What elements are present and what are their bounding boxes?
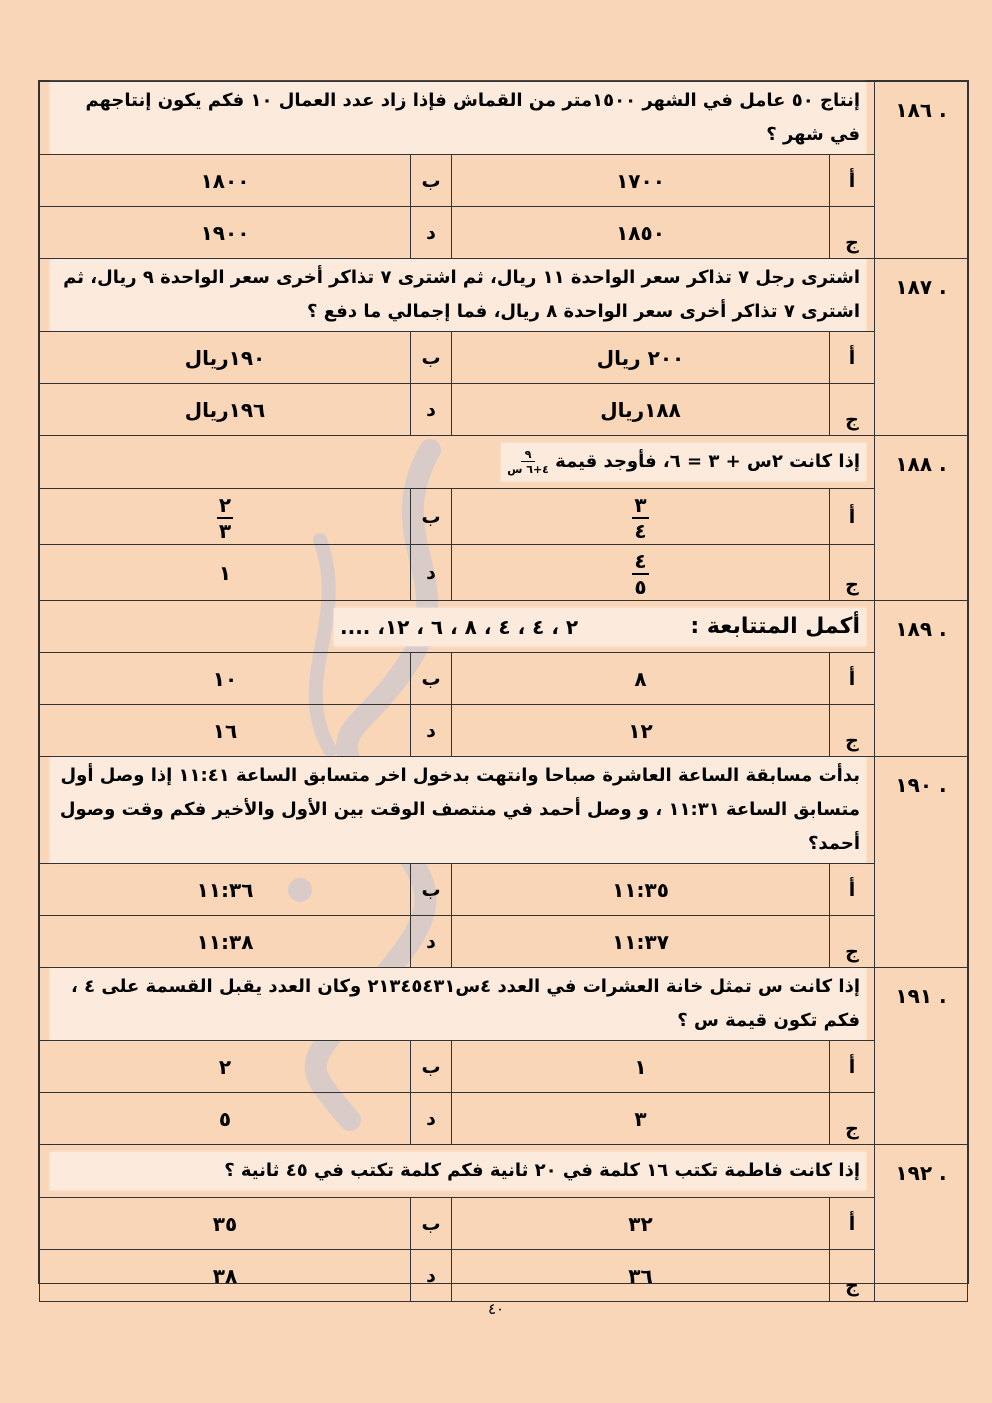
option-letter-b: ب xyxy=(411,1198,452,1250)
option-letter-c: ج xyxy=(830,384,875,436)
option-c-denominator: ٥ xyxy=(634,574,647,599)
option-d[interactable]: ٣٨ xyxy=(40,1250,411,1302)
option-c[interactable] xyxy=(452,545,830,601)
option-b[interactable]: ١٨٠٠ xyxy=(40,155,411,207)
options-row xyxy=(40,155,968,207)
question-cell xyxy=(40,1145,875,1198)
option-c[interactable]: ١٢ xyxy=(452,705,830,757)
option-letter-d: د xyxy=(411,384,452,436)
question-row xyxy=(40,968,968,1041)
option-letter-c: ج xyxy=(830,705,875,757)
question-text-box xyxy=(501,443,866,481)
option-letter-b: ب xyxy=(411,489,452,545)
option-letter-b: ب xyxy=(411,332,452,384)
question-cell xyxy=(40,968,875,1041)
option-c[interactable]: ١١:٣٧ xyxy=(452,916,830,968)
option-letter-c: ج xyxy=(830,1250,875,1302)
questions-sheet xyxy=(38,80,969,1297)
option-a-numerator: ٣ xyxy=(634,492,647,517)
question-row xyxy=(40,1145,968,1198)
question-number: . ١٩٢ xyxy=(875,1145,968,1302)
option-a[interactable]: ٨ xyxy=(452,653,830,705)
question-number: . ١٨٧ xyxy=(875,259,968,436)
option-letter-d: د xyxy=(411,545,452,601)
question-row xyxy=(40,436,968,489)
option-c[interactable]: ٣٦ xyxy=(452,1250,830,1302)
option-c[interactable]: ٣ xyxy=(452,1093,830,1145)
question-text: إذا كانت ٢س + ٣ = ٦، فأوجد قيمة xyxy=(555,451,860,472)
question-number: . ١٨٩ xyxy=(875,601,968,757)
option-a[interactable]: ٢٠٠ ريال xyxy=(452,332,830,384)
questions-table xyxy=(39,81,968,1302)
question-text: إذا كانت س تمثل خانة العشرات في العدد ٤س٢١٣٤٥٤٣١ وكان العدد يقبل القسمة على ٤ ، فكم تكون قيمة س ؟ xyxy=(50,968,866,1040)
question-title: أكمل المتتابعة : xyxy=(690,613,860,639)
fraction-numerator: ٩ xyxy=(521,449,536,462)
option-letter-d: د xyxy=(411,916,452,968)
option-letter-d: د xyxy=(411,1093,452,1145)
option-letter-a: أ xyxy=(830,155,875,207)
option-letter-c: ج xyxy=(830,545,875,601)
options-row xyxy=(40,332,968,384)
question-row xyxy=(40,601,968,653)
question-cell xyxy=(40,757,875,864)
option-a-denominator: ٤ xyxy=(634,518,647,543)
option-c[interactable]: ١٨٥٠ xyxy=(452,207,830,259)
options-row xyxy=(40,1093,968,1145)
option-letter-a: أ xyxy=(830,1041,875,1093)
option-a[interactable]: ١ xyxy=(452,1041,830,1093)
option-a[interactable]: ١٧٠٠ xyxy=(452,155,830,207)
question-cell xyxy=(40,601,875,653)
options-row xyxy=(40,864,968,916)
option-b[interactable]: ١٩٠ريال xyxy=(40,332,411,384)
option-d[interactable]: ١١:٣٨ xyxy=(40,916,411,968)
options-row xyxy=(40,384,968,436)
question-row xyxy=(40,259,968,332)
option-b-numerator: ٢ xyxy=(218,492,232,517)
question-row xyxy=(40,82,968,155)
option-d[interactable]: ١ xyxy=(40,545,411,601)
options-row xyxy=(40,916,968,968)
question-number: . ١٨٨ xyxy=(875,436,968,601)
option-d[interactable]: ١٩٦ريال xyxy=(40,384,411,436)
option-letter-d: د xyxy=(411,705,452,757)
option-letter-d: د xyxy=(411,207,452,259)
option-b[interactable] xyxy=(40,489,411,545)
option-d[interactable]: ٥ xyxy=(40,1093,411,1145)
option-letter-a: أ xyxy=(830,864,875,916)
question-text: إنتاج ٥٠ عامل في الشهر ١٥٠٠متر من القماش فإذا زاد عدد العمال ١٠ فكم يكون إنتاجهم في شهر ؟ xyxy=(50,82,866,154)
option-c-numerator: ٤ xyxy=(634,548,647,573)
question-text: إذا كانت فاطمة تكتب ١٦ كلمة في ٢٠ ثانية فكم كلمة تكتب في ٤٥ ثانية ؟ xyxy=(50,1152,866,1190)
question-number: . ١٩١ xyxy=(875,968,968,1145)
option-a[interactable]: ٣٢ xyxy=(452,1198,830,1250)
option-letter-a: أ xyxy=(830,332,875,384)
option-letter-b: ب xyxy=(411,1041,452,1093)
options-row xyxy=(40,489,968,545)
question-sequence: ٢ ، ٤ ، ٤ ، ٨ ، ٦ ، ١٢، .... xyxy=(340,614,579,639)
question-number: . ١٩٠ xyxy=(875,757,968,968)
option-a[interactable]: ١١:٣٥ xyxy=(452,864,830,916)
option-c[interactable]: ١٨٨ريال xyxy=(452,384,830,436)
options-row xyxy=(40,653,968,705)
page-number: ٤٠ xyxy=(487,1300,505,1318)
option-d[interactable]: ١٦ xyxy=(40,705,411,757)
option-b[interactable]: ١١:٣٦ xyxy=(40,864,411,916)
question-text-box xyxy=(334,608,866,646)
question-text: بدأت مسابقة الساعة العاشرة صباحا وانتهت بدخول اخر متسابق الساعة ١١:٤١ إذا وصل أول متسابق الساعة ١١:٣١ ، و وصل أحمد في منتصف الوقت بين الأول والأخير فكم وقت وصول أحمد؟ xyxy=(50,757,866,863)
option-b[interactable]: ٢ xyxy=(40,1041,411,1093)
option-letter-c: ج xyxy=(830,1093,875,1145)
fraction-denominator: ٤+٦ س xyxy=(507,463,549,476)
option-letter-a: أ xyxy=(830,489,875,545)
question-cell xyxy=(40,259,875,332)
options-row xyxy=(40,545,968,601)
options-row xyxy=(40,1198,968,1250)
option-b[interactable]: ١٠ xyxy=(40,653,411,705)
option-letter-d: د xyxy=(411,1250,452,1302)
option-letter-c: ج xyxy=(830,916,875,968)
question-cell xyxy=(40,82,875,155)
options-row xyxy=(40,1041,968,1093)
question-fraction xyxy=(507,449,549,475)
option-letter-b: ب xyxy=(411,155,452,207)
option-letter-b: ب xyxy=(411,653,452,705)
option-b[interactable]: ٣٥ xyxy=(40,1198,411,1250)
option-letter-a: أ xyxy=(830,1198,875,1250)
option-letter-a: أ xyxy=(830,653,875,705)
question-number: . ١٨٦ xyxy=(875,82,968,259)
question-row xyxy=(40,757,968,864)
option-b-denominator: ٣ xyxy=(218,518,232,543)
option-letter-b: ب xyxy=(411,864,452,916)
option-d[interactable]: ١٩٠٠ xyxy=(40,207,411,259)
options-row xyxy=(40,207,968,259)
option-a[interactable] xyxy=(452,489,830,545)
question-cell xyxy=(40,436,875,489)
options-row xyxy=(40,1250,968,1302)
options-row xyxy=(40,705,968,757)
question-text: اشترى رجل ٧ تذاكر سعر الواحدة ١١ ريال، ثم اشترى ٧ تذاكر أخرى سعر الواحدة ٩ ريال، ثم اشترى ٧ تذاكر أخرى سعر الواحدة ٨ ريال، فما إجمالي ما دفع ؟ xyxy=(50,259,866,331)
option-letter-c: ج xyxy=(830,207,875,259)
